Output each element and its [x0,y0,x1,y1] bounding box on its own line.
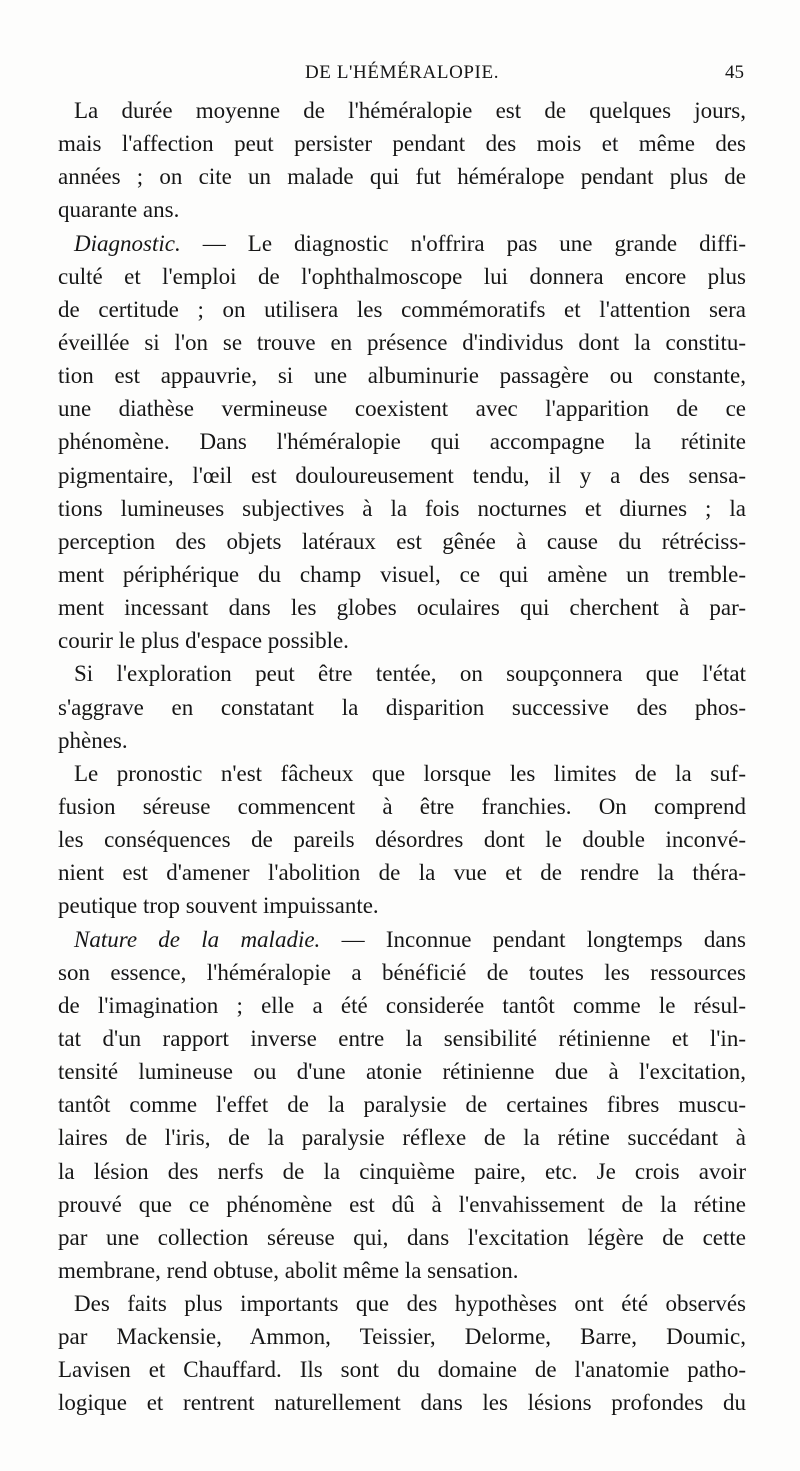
line-text: son essence, l'héméralopie a bénéficié de toutes les ressources [58,959,746,985]
line-text: logique et rentrent naturellement dans les lésions profondes du [58,1390,746,1416]
text-line [58,425,746,458]
text-line [58,193,746,226]
line-text: de l'imagination ; elle a été considerée tantôt comme le résul- [58,992,746,1018]
text-line [58,1188,746,1221]
line-text: ment incessant dans les globes oculaires qui cherchent à par- [58,595,746,621]
text-line [58,525,746,558]
text-line [58,624,746,657]
text-line [58,1353,746,1386]
text-line [58,1221,746,1254]
running-title: DE L'HÉMÉRALOPIE. [304,62,500,83]
line-text: tat d'un rapport inverse entre la sensibilité rétinienne et l'in- [58,1025,746,1051]
line-text: membrane, rend obtuse, abolit même la sensation. [58,1257,519,1283]
text-line [58,757,746,790]
text-line [58,856,746,889]
line-text: par Mackensie, Ammon, Teissier, Delorme, Barre, Doumic, [58,1324,746,1350]
text-line [58,724,746,757]
text-line [58,392,746,425]
line-text: La durée moyenne de l'héméralopie est de quelques jours, [74,98,746,123]
text-line [58,889,746,922]
line-text: la lésion des nerfs de la cinquième paire, etc. Je crois avoir [58,1158,746,1184]
line-text: phénomène. Dans l'héméralopie qui accompagne la rétinite [58,429,746,455]
text-line [58,591,746,624]
page-number: 45 [725,62,744,83]
line-text: pigmentaire, l'œil est douloureusement tendu, il y a des sensa- [58,462,746,488]
text-line [58,1287,746,1320]
line-text: ment périphérique du champ visuel, ce qui amène un tremble- [58,561,746,587]
line-text: tion est appauvrie, si une albuminurie passagère ou constante, [58,363,746,389]
text-line [58,790,746,823]
text-line [58,359,746,392]
text-line [58,260,746,293]
line-text: Des faits plus importants que des hypothèses ont été observés [74,1291,746,1317]
line-text: nient est d'amener l'abolition de la vue et de rendre la théra- [58,860,746,886]
text-line [58,492,746,525]
line-text: phènes. [58,727,128,753]
line-text: perception des objets latéraux est gênée à cause du rétréciss- [58,528,746,554]
line-text: éveillée si l'on se trouve en présence d'individus dont la constitu- [58,329,746,355]
line-text: peutique trop souvent impuissante. [58,893,379,919]
line-text: culté et l'emploi de l'ophthalmoscope lui donnera encore plus [58,263,746,289]
text-line [58,326,746,359]
text-line [58,691,746,724]
line-text: Lavisen et Chauffard. Ils sont du domaine de l'anatomie patho- [58,1357,746,1383]
text-line [58,1088,746,1121]
text-line [58,160,746,193]
line-text: — Le diagnostic n'offrira pas une grande diffi- [180,230,746,256]
text-line [58,923,746,956]
text-line [58,1254,746,1287]
line-text: prouvé que ce phénomène est dû à l'envahissement de la rétine [58,1191,746,1217]
line-text: courir le plus d'espace possible. [58,628,349,654]
line-text: mais l'affection peut persister pendant des mois et même des [58,131,746,157]
section-heading: Diagnostic. [74,230,181,256]
text-line [58,1055,746,1088]
line-text: quarante ans. [58,197,180,223]
text-line [58,1320,746,1353]
line-text: années ; on cite un malade qui fut héméralope pendant plus de [58,164,746,190]
text-line [58,459,746,492]
line-text: tions lumineuses subjectives à la fois nocturnes et diurnes ; la [58,495,746,521]
text-line [58,989,746,1022]
body-text [58,94,746,1420]
line-text: tensité lumineuse ou d'une atonie rétinienne due à l'excitation, [58,1059,746,1085]
line-text: laires de l'iris, de la paralysie réflexe de la rétine succédant à [58,1125,746,1151]
line-text: Le pronostic n'est fâcheux que lorsque les limites de la suf- [74,760,746,786]
line-text: fusion séreuse commencent à être franchies. On comprend [58,793,746,819]
text-line [58,94,746,127]
section-heading: Nature de la maladie. [74,926,321,952]
text-line [58,558,746,591]
text-line [58,227,746,260]
line-text: — Inconnue pendant longtemps dans [320,926,747,952]
text-line [58,956,746,989]
line-text: tantôt comme l'effet de la paralysie de certaines fibres muscu- [58,1092,746,1118]
line-text: Si l'exploration peut être tentée, on soupçonnera que l'état [74,661,746,687]
line-text: par une collection séreuse qui, dans l'excitation légère de cette [58,1224,746,1250]
line-text: les conséquences de pareils désordres dont le double inconvé- [58,827,746,853]
text-line [58,657,746,690]
line-text: de certitude ; on utilisera les commémoratifs et l'attention sera [58,296,746,322]
text-line [58,1022,746,1055]
running-head [60,58,744,88]
text-line [58,1155,746,1188]
text-line [58,1121,746,1154]
line-text: s'aggrave en constatant la disparition successive des phos- [58,694,746,720]
text-line [58,1386,746,1419]
text-line [58,293,746,326]
text-line [58,823,746,856]
line-text: une diathèse vermineuse coexistent avec l'apparition de ce [58,396,746,422]
text-line [58,127,746,160]
